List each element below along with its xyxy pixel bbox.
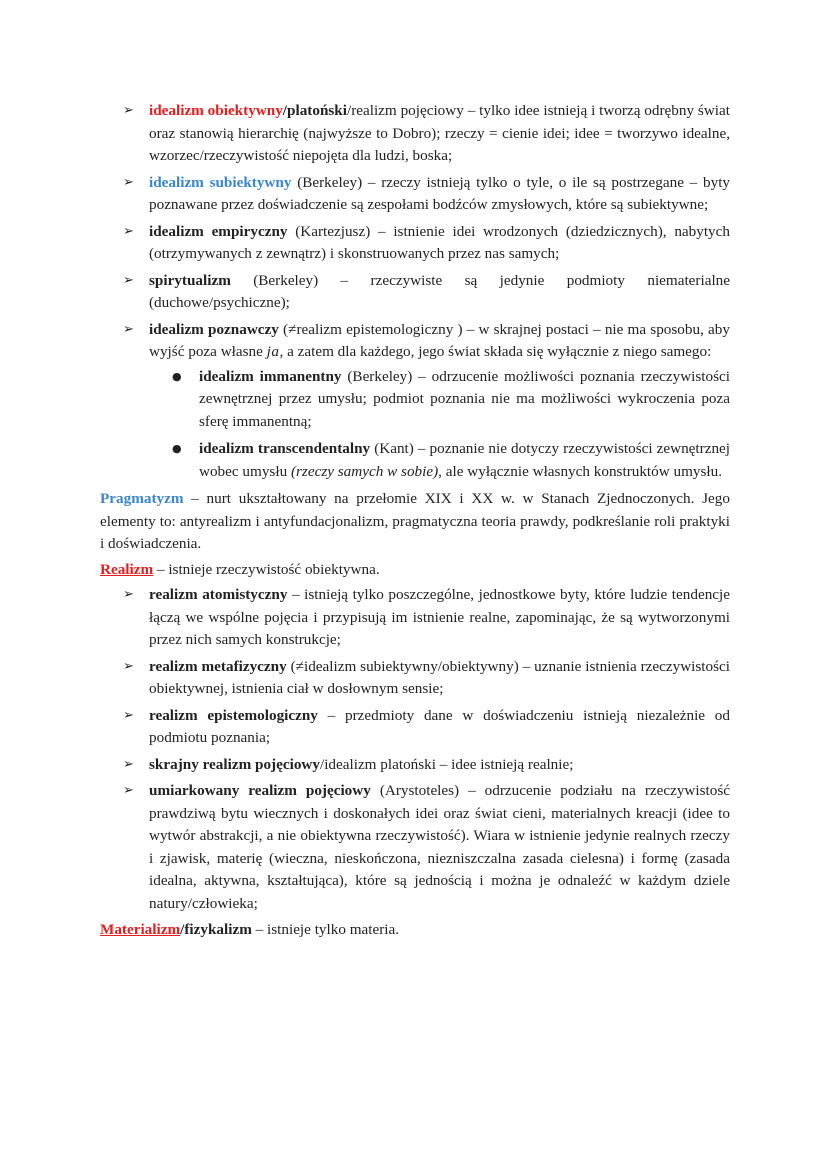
item-text: (Kant) – poznanie nie dotyczy rzeczywistości zewnętrznej wobec umysłu: [199, 440, 730, 480]
term-bold: realizm metafizyczny: [149, 657, 287, 675]
list-item: [100, 270, 730, 315]
italic-text: ja: [266, 343, 280, 360]
list-item: [100, 221, 730, 266]
pragmatism-paragraph: [100, 488, 730, 556]
italic-text: (rzeczy samych w sobie): [290, 462, 439, 480]
term-bold: platoński: [287, 102, 347, 119]
item-text: (Kartezjusz) – istnienie idei wrodzonych (dziedzicznych), nabytych (otrzymywanych z zewnątrz) i skonstruowanych przez nas samych;: [149, 222, 730, 262]
item-text: – przedmioty dane w doświadczeniu istnieją niezależnie od podmiotu poznania;: [149, 706, 730, 746]
item-text: (Berkeley) – odrzucenie możliwości poznania rzeczywistości zewnętrznej przez umysłu; podmiot poznania nie ma możliwości wykroczenia poza sferę immanentną;: [199, 367, 730, 430]
term-bold: idealizm transcendentalny: [199, 440, 371, 457]
list-item: [100, 319, 730, 484]
realism-list: [100, 584, 730, 915]
term-bold: spirytualizm: [149, 271, 231, 289]
item-text: (Arystoteles) – odrzucenie podziału na rzeczywistość prawdziwą bytu wiecznych i doskonałych idei oraz świat cieni, materialnych kreacji (idee to wytwór abstrakcji, a nie obiektywna rzeczywistość). Wiara w istnienie jedynie realnych rzeczy i zjawisk, materię (wieczna, nieskończona, niezniszczalna zasada cielesna) i formę (zasada idealna, aktywna, kształtująca), które są jednością i można je odnaleźć w każdym dziele natury/człowieka;: [149, 782, 730, 912]
sub-list: [149, 366, 730, 484]
arrow-bullet-icon: ➢: [123, 587, 134, 602]
term-bold: skrajny realizm pojęciowy: [149, 755, 320, 773]
materialism-title: Materializm: [100, 921, 181, 938]
dot-bullet-icon: ●: [172, 442, 182, 455]
term-bold: umiarkowany realizm pojęciowy: [149, 782, 371, 799]
list-item: [100, 656, 730, 701]
dot-bullet-icon: ●: [172, 369, 182, 383]
sub-list-item: [149, 438, 730, 483]
item-text: (Berkeley) – rzeczy istnieją tylko o tyle, o ile są postrzegane – byty poznawane przez doświadczenie są zespołami bodźców zmysłowych, które są subiektywne;: [149, 173, 731, 213]
item-text: , ale wyłącznie własnych konstruktów umysłu.: [438, 462, 723, 480]
paragraph-text: – nurt ukształtowany na przełomie XIX i XX w. w Stanach Zjednoczonych. Jego elementy to: antyrealizm i antyfundacjonalizm, pragmatyczna teoria prawdy, podkreślanie roli praktyki i doświadczenia.: [100, 490, 730, 552]
arrow-bullet-icon: ➢: [123, 707, 134, 723]
term-red: idealizm obiektywny: [149, 102, 283, 119]
item-text: – istnieją tylko poszczególne, jednostkowe byty, które ludzie tendencje łączą we wspólne pojęcia i przypisują im istnienie realne, zapominając, że są wytworzonymi przez nich samych konstrukcje;: [149, 586, 730, 648]
item-text: (Berkeley) – rzeczywiste są jedynie podmioty niematerialne (duchowe/psychiczne);: [149, 271, 730, 311]
list-item: [100, 100, 730, 168]
slash: /: [282, 102, 288, 119]
arrow-bullet-icon: ➢: [123, 756, 134, 772]
paragraph-text: – istnieje tylko materia.: [251, 921, 400, 938]
item-text: /idealizm platoński – idee istnieją realnie;: [319, 755, 574, 773]
slash: /: [180, 921, 185, 938]
arrow-bullet-icon: ➢: [123, 783, 134, 798]
realism-heading: [100, 559, 730, 582]
list-item: [100, 754, 730, 777]
term-blue: idealizm subiektywny: [149, 173, 292, 191]
idealism-list: [100, 100, 730, 483]
term-bold: idealizm poznawczy: [149, 320, 279, 338]
list-item: [100, 172, 730, 217]
list-item: [100, 780, 730, 915]
paragraph-text: – istnieje rzeczywistość obiektywna.: [153, 560, 380, 578]
item-text: /realizm pojęciowy – tylko idee istnieją i tworzą odrębny świat oraz stanowią hierarchię (najwyższe to Dobro); rzeczy = cienie idei; idee = tworzywo idealne, wzorzec/rzeczywistość niepojęta dla ludzi, boska;: [149, 102, 730, 164]
term-bold: realizm atomistyczny: [149, 586, 288, 603]
realism-title: Realizm: [100, 560, 154, 578]
arrow-bullet-icon: ➢: [123, 272, 134, 288]
arrow-bullet-icon: ➢: [123, 321, 134, 337]
arrow-bullet-icon: ➢: [123, 103, 134, 118]
sub-list-item: [149, 366, 730, 434]
item-text: (≠idealizm subiektywny/obiektywny) – uznanie istnienia rzeczywistości obiektywnej, istnienia ciał w dosłownym sensie;: [149, 657, 730, 697]
list-item: [100, 705, 730, 750]
physicalism-title: fizykalizm: [184, 921, 252, 938]
arrow-bullet-icon: ➢: [123, 174, 134, 190]
pragmatism-title: Pragmatyzm: [100, 490, 184, 507]
item-text: , a zatem dla każdego, jego świat składa się wyłącznie z niego samego:: [279, 343, 712, 360]
materialism-heading: [100, 919, 730, 942]
document-page: [100, 100, 730, 945]
arrow-bullet-icon: ➢: [123, 223, 134, 239]
term-bold: realizm epistemologiczny: [149, 706, 318, 724]
list-item: [100, 584, 730, 652]
arrow-bullet-icon: ➢: [123, 658, 134, 674]
item-text: (≠realizm epistemologiczny ) – w skrajnej postaci – nie ma sposobu, aby wyjść poza własne: [149, 320, 730, 360]
term-bold: idealizm immanentny: [199, 367, 342, 385]
term-bold: idealizm empiryczny: [149, 222, 288, 240]
